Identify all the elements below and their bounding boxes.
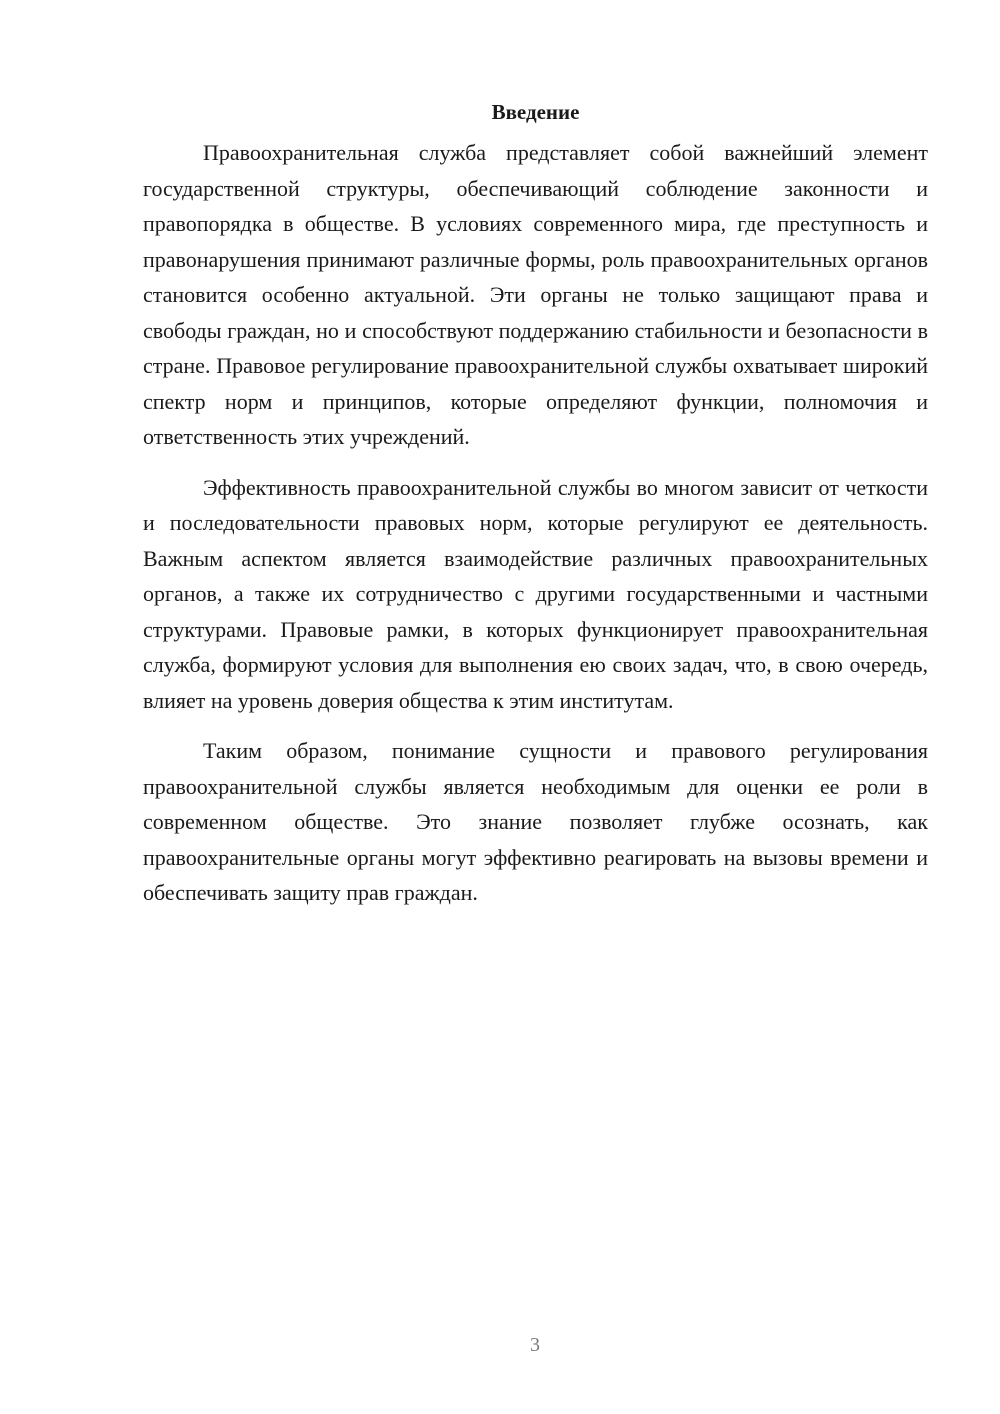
section-heading: Введение: [491, 100, 580, 124]
paragraph-2: Эффективность правоохранительной службы во многом зависит от четкости и последовательности правовых норм, которые регулируют ее деятельность. Важным аспектом является взаимодействие различных правоохранительных органов, а также их сотрудничество с другими государственными и частными структурами. Правовые рамки, в которых функционирует правоохранительная служба, формируют условия для выполнения ею своих задач, что, в свою очередь, влияет на уровень доверия общества к этим институтам.: [143, 474, 928, 713]
paragraph-1: Правоохранительная служба представляет собой важнейший элемент государственной структуры, обеспечивающий соблюдение законности и правопорядка в обществе. В условиях современного мира, где преступность и правонарушения принимают различные формы, роль правоохранительных органов становится особенно актуальной. Эти органы не только защищают права и свободы граждан, но и способствуют поддержанию стабильности и безопасности в стране. Правовое регулирование правоохранительной службы охватывает широкий спектр норм и принципов, которые определяют функции, полномочия и ответственность этих учреждений.: [143, 140, 928, 449]
page-number: 3: [530, 1334, 540, 1356]
paragraph-3: Таким образом, понимание сущности и правового регулирования правоохранительной службы является необходимым для оценки ее роли в современном обществе. Это знание позволяет глубже осознать, как правоохранительные органы могут эффективно реагировать на вызовы времени и обеспечивать защиту прав граждан.: [143, 738, 928, 905]
page-content: [143, 97, 928, 926]
